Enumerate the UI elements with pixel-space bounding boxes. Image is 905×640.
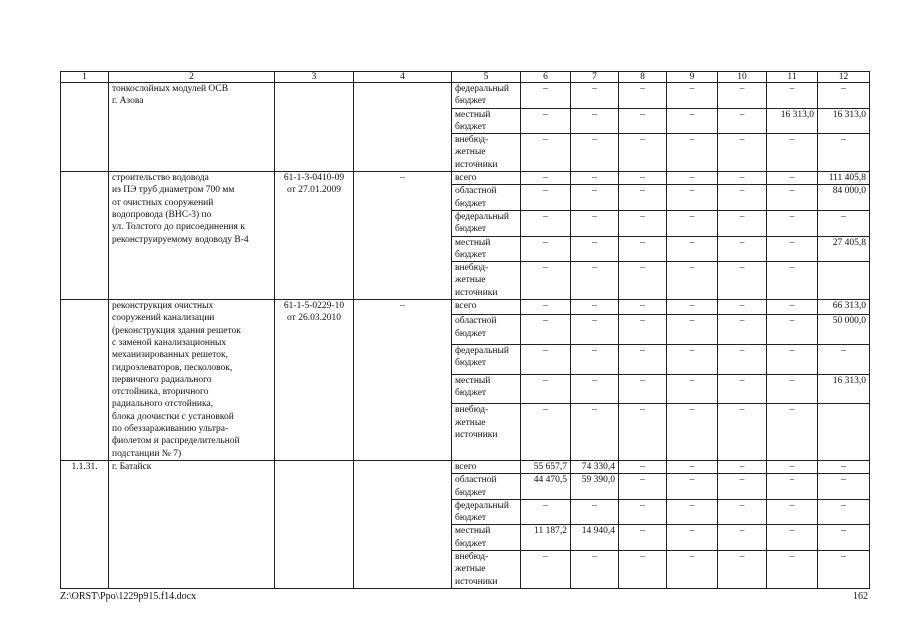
amount-cell: – (619, 83, 667, 109)
funding-source: областной бюджет (452, 185, 521, 211)
funding-source: местный бюджет (452, 525, 521, 551)
amount-cell: – (521, 262, 571, 300)
amount-cell: – (767, 345, 818, 375)
file-path: Z:\ORST\Ppo\1229p915.f14.docx (60, 591, 197, 602)
amount-cell: – (667, 404, 718, 461)
amount-cell: 59 390,0 (571, 474, 619, 500)
amount-cell: – (718, 300, 767, 315)
funding-source: местный бюджет (452, 108, 521, 134)
amount-cell: – (767, 550, 818, 588)
col-header: 4 (354, 72, 452, 83)
amount-cell: – (667, 315, 718, 345)
amount-cell: – (667, 474, 718, 500)
amount-cell: – (818, 499, 870, 525)
amount-cell: 55 657,7 (521, 460, 571, 473)
amount-cell: 66 313,0 (818, 300, 870, 315)
amount-cell: – (718, 404, 767, 461)
amount-cell: – (767, 374, 818, 404)
funding-source: федеральный бюджет (452, 210, 521, 236)
amount-cell: – (667, 83, 718, 109)
amount-cell: – (818, 210, 870, 236)
amount-cell: – (619, 185, 667, 211)
col4-value (354, 83, 452, 172)
amount-cell: – (521, 374, 571, 404)
amount-cell: – (667, 550, 718, 588)
item-number: 1.1.31. (61, 460, 109, 588)
item-number (61, 300, 109, 461)
col-header: 8 (619, 72, 667, 83)
amount-cell: – (767, 83, 818, 109)
funding-source: федеральный бюджет (452, 499, 521, 525)
table-row (61, 83, 870, 109)
amount-cell: – (571, 315, 619, 345)
amount-cell: – (571, 300, 619, 315)
amount-cell: – (818, 134, 870, 172)
table-row (61, 460, 870, 473)
amount-cell: – (571, 172, 619, 185)
amount-cell: – (718, 345, 767, 375)
amount-cell (818, 404, 870, 461)
amount-cell: – (521, 300, 571, 315)
amount-cell: – (619, 474, 667, 500)
table-body (61, 72, 870, 589)
amount-cell: – (767, 499, 818, 525)
page-number: 162 (853, 591, 868, 602)
amount-cell: – (667, 134, 718, 172)
amount-cell: 84 000,0 (818, 185, 870, 211)
funding-source: внебюд- жетные источники (452, 262, 521, 300)
amount-cell: – (718, 499, 767, 525)
funding-source: местный бюджет (452, 236, 521, 262)
amount-cell: – (521, 210, 571, 236)
item-number (61, 172, 109, 300)
amount-cell: – (818, 550, 870, 588)
amount-cell: – (521, 550, 571, 588)
amount-cell: – (667, 300, 718, 315)
amount-cell: – (571, 550, 619, 588)
amount-cell: – (767, 134, 818, 172)
amount-cell: – (521, 236, 571, 262)
amount-cell: – (767, 172, 818, 185)
col-header: 3 (275, 72, 354, 83)
amount-cell: – (667, 262, 718, 300)
amount-cell: – (667, 374, 718, 404)
amount-cell: – (718, 83, 767, 109)
col-header: 7 (571, 72, 619, 83)
amount-cell: – (571, 83, 619, 109)
amount-cell: – (571, 134, 619, 172)
amount-cell: – (818, 83, 870, 109)
col-header: 1 (61, 72, 109, 83)
amount-cell: 16 313,0 (767, 108, 818, 134)
col-header: 2 (109, 72, 275, 83)
funding-source: внебюд- жетные источники (452, 404, 521, 461)
amount-cell: – (718, 262, 767, 300)
amount-cell: – (521, 345, 571, 375)
amount-cell: – (818, 460, 870, 473)
amount-cell: 16 313,0 (818, 374, 870, 404)
amount-cell: 14 940,4 (571, 525, 619, 551)
amount-cell: – (571, 404, 619, 461)
amount-cell: – (571, 185, 619, 211)
amount-cell: – (571, 108, 619, 134)
amount-cell: 74 330,4 (571, 460, 619, 473)
amount-cell: – (667, 460, 718, 473)
amount-cell: – (818, 345, 870, 375)
amount-cell: – (718, 474, 767, 500)
amount-cell: – (718, 550, 767, 588)
amount-cell: – (619, 262, 667, 300)
amount-cell: – (521, 404, 571, 461)
amount-cell: – (767, 185, 818, 211)
amount-cell: – (521, 134, 571, 172)
funding-source: всего (452, 172, 521, 185)
amount-cell: – (521, 83, 571, 109)
amount-cell: – (619, 345, 667, 375)
amount-cell: – (767, 460, 818, 473)
amount-cell: – (718, 525, 767, 551)
amount-cell: – (571, 262, 619, 300)
col-header: 11 (767, 72, 818, 83)
amount-cell: – (571, 210, 619, 236)
amount-cell: – (718, 374, 767, 404)
amount-cell: – (818, 525, 870, 551)
amount-cell: – (521, 185, 571, 211)
amount-cell (818, 262, 870, 300)
amount-cell: – (619, 460, 667, 473)
amount-cell: – (619, 404, 667, 461)
amount-cell: – (619, 300, 667, 315)
amount-cell: – (571, 345, 619, 375)
funding-source: федеральный бюджет (452, 345, 521, 375)
amount-cell: – (667, 185, 718, 211)
amount-cell: – (767, 404, 818, 461)
amount-cell: – (667, 236, 718, 262)
item-number (61, 83, 109, 172)
funding-source: внебюд- жетные источники (452, 134, 521, 172)
column-number-row (61, 72, 870, 83)
col4-value (354, 460, 452, 588)
col-header: 5 (452, 72, 521, 83)
table-row (61, 300, 870, 315)
amount-cell: – (767, 300, 818, 315)
amount-cell: – (667, 345, 718, 375)
amount-cell: – (667, 172, 718, 185)
amount-cell: – (521, 172, 571, 185)
amount-cell: – (767, 210, 818, 236)
document-ref (275, 83, 354, 172)
amount-cell: – (767, 262, 818, 300)
funding-source: всего (452, 300, 521, 315)
amount-cell: – (619, 550, 667, 588)
amount-cell: – (718, 172, 767, 185)
amount-cell: – (767, 474, 818, 500)
amount-cell: – (718, 460, 767, 473)
amount-cell: – (767, 236, 818, 262)
table-row (61, 172, 870, 185)
amount-cell: – (718, 185, 767, 211)
budget-table (60, 71, 870, 589)
amount-cell: – (667, 210, 718, 236)
amount-cell: – (667, 525, 718, 551)
amount-cell: – (718, 108, 767, 134)
funding-source: федеральный бюджет (452, 83, 521, 109)
col4-value: – (354, 172, 452, 300)
amount-cell: 50 000,0 (818, 315, 870, 345)
amount-cell: – (718, 134, 767, 172)
amount-cell: – (619, 374, 667, 404)
amount-cell: – (571, 499, 619, 525)
amount-cell: – (818, 474, 870, 500)
amount-cell: – (619, 210, 667, 236)
amount-cell: – (718, 236, 767, 262)
amount-cell: – (718, 210, 767, 236)
amount-cell: – (571, 236, 619, 262)
funding-source: всего (452, 460, 521, 473)
amount-cell: – (619, 236, 667, 262)
item-name: тонкослойных модулей ОСВ г. Азова (109, 83, 275, 172)
item-name: реконструкция очистных сооружений канализации (реконструкция здания решеток с заменой канализационных механизированных решеток, гидроэлеваторов, песколовок, первичного радиального отстойника, вторичного радиального отстойника, блока доочистки с установкой по обеззараживанию ультра- фиолетом и распределительной подстанции № 7) (109, 300, 275, 461)
col-header: 6 (521, 72, 571, 83)
amount-cell: – (619, 108, 667, 134)
amount-cell: – (767, 525, 818, 551)
amount-cell: – (521, 108, 571, 134)
col-header: 12 (818, 72, 870, 83)
amount-cell: – (521, 315, 571, 345)
amount-cell: – (767, 315, 818, 345)
amount-cell: – (521, 499, 571, 525)
amount-cell: – (667, 499, 718, 525)
item-name: г. Батайск (109, 460, 275, 588)
amount-cell: – (619, 499, 667, 525)
amount-cell: 44 470,5 (521, 474, 571, 500)
amount-cell: 27 405,8 (818, 236, 870, 262)
amount-cell: – (619, 172, 667, 185)
amount-cell: 11 187,2 (521, 525, 571, 551)
amount-cell: – (619, 525, 667, 551)
document-ref (275, 460, 354, 588)
funding-source: областной бюджет (452, 474, 521, 500)
document-ref: 61-1-3-0410-09 от 27.01.2009 (275, 172, 354, 300)
col-header: 9 (667, 72, 718, 83)
amount-cell: 111 405,8 (818, 172, 870, 185)
amount-cell: – (619, 134, 667, 172)
item-name: строительство водовода из ПЭ труб диаметром 700 мм от очистных сооружений водопровода (ВНС-3) по ул. Толстого до присоединения к реконструируемому водоводу В-4 (109, 172, 275, 300)
amount-cell: – (619, 315, 667, 345)
col4-value: – (354, 300, 452, 461)
col-header: 10 (718, 72, 767, 83)
funding-source: внебюд- жетные источники (452, 550, 521, 588)
amount-cell: – (718, 315, 767, 345)
funding-source: областной бюджет (452, 315, 521, 345)
document-ref: 61-1-5-0229-10 от 26.03.2010 (275, 300, 354, 461)
amount-cell: 16 313,0 (818, 108, 870, 134)
funding-source: местный бюджет (452, 374, 521, 404)
amount-cell: – (571, 374, 619, 404)
amount-cell: – (667, 108, 718, 134)
